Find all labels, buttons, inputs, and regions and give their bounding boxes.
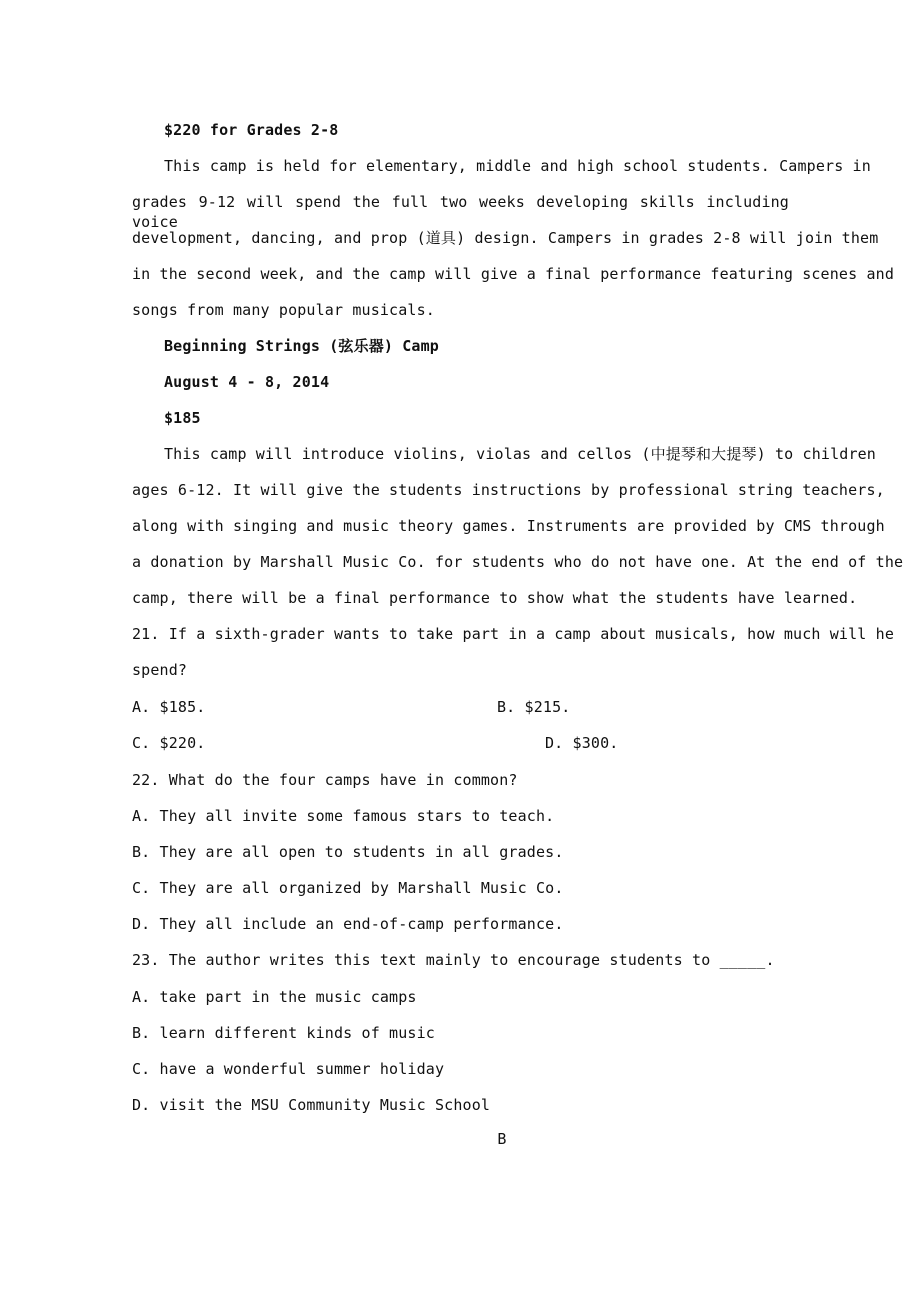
camp-title: Beginning Strings (弦乐器) Camp	[164, 337, 439, 355]
question-22-stem: 22. What do the four camps have in common?	[132, 771, 518, 789]
q21-option-a: A. $185.	[132, 698, 206, 716]
q22-option-d: D. They all include an end-of-camp performance.	[132, 915, 564, 933]
question-21-stem-cont: spend?	[132, 661, 188, 679]
q21-option-b: B. $215.	[497, 698, 571, 716]
camp-dates: August 4 - 8, 2014	[164, 373, 330, 391]
q21-option-d: D. $300.	[545, 734, 619, 752]
q22-option-a: A. They all invite some famous stars to teach.	[132, 807, 555, 825]
q23-option-d: D. visit the MSU Community Music School	[132, 1096, 491, 1114]
paragraph-line: camp, there will be a final performance to show what the students have learned.	[132, 589, 858, 607]
section-label: B	[497, 1130, 507, 1148]
paragraph-line: This camp will introduce violins, violas and cellos (中提琴和大提琴) to children	[164, 445, 876, 463]
paragraph-line: grades 9-12 will spend the full two weeks developing skills including voice	[132, 193, 789, 231]
paragraph-line: ages 6-12. It will give the students instructions by professional string teachers,	[132, 481, 885, 499]
q23-option-a: A. take part in the music camps	[132, 988, 417, 1006]
paragraph-line: along with singing and music theory games. Instruments are provided by CMS through	[132, 517, 885, 535]
q22-option-b: B. They are all open to students in all grades.	[132, 843, 564, 861]
paragraph-line: in the second week, and the camp will give a final performance featuring scenes and	[132, 265, 895, 283]
q23-option-c: C. have a wonderful summer holiday	[132, 1060, 445, 1078]
q21-option-c: C. $220.	[132, 734, 206, 752]
question-21-stem: 21. If a sixth-grader wants to take part in a camp about musicals, how much will he	[132, 625, 895, 643]
camp-price-heading: $220 for Grades 2-8	[164, 121, 339, 139]
q23-option-b: B. learn different kinds of music	[132, 1024, 435, 1042]
question-23-stem: 23. The author writes this text mainly to encourage students to _____.	[132, 951, 775, 969]
paragraph-line: a donation by Marshall Music Co. for students who do not have one. At the end of the	[132, 553, 904, 571]
camp-price: $185	[164, 409, 201, 427]
paragraph-line: This camp is held for elementary, middle and high school students. Campers in	[164, 157, 871, 175]
paragraph-line: development, dancing, and prop (道具) design. Campers in grades 2-8 will join them	[132, 229, 879, 247]
paragraph-line: songs from many popular musicals.	[132, 301, 435, 319]
q22-option-c: C. They are all organized by Marshall Music Co.	[132, 879, 564, 897]
